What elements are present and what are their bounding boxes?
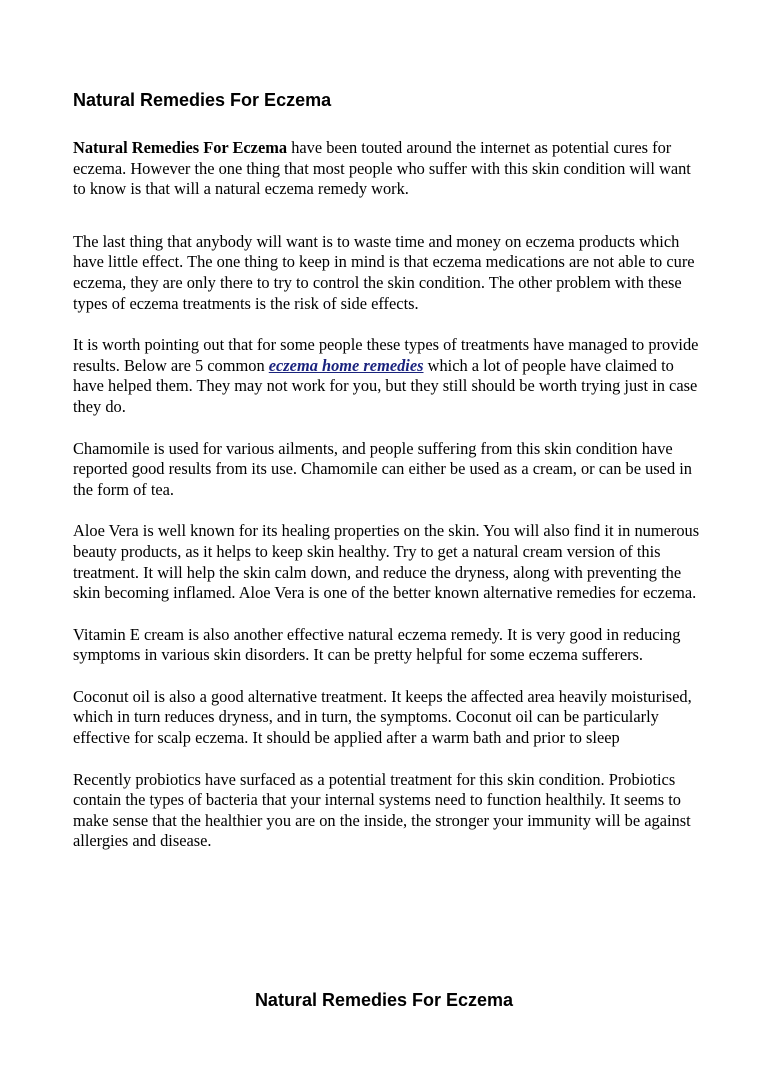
paragraph-coconut-oil: Coconut oil is also a good alternative treatment. It keeps the affected area heavily moisturised, which in turn reduces dryness, and in turn, the symptoms. Coconut oil can be particularly effective for scalp eczema. It should be applied after a warm bath and prior to sleep [73, 686, 692, 748]
paragraph-home-remedies-after: which a lot of people have claimed to have helped them. They may not work for you, but they still should be worth trying just in case they do. [73, 355, 698, 416]
intro-lead: Natural Remedies For Eczema [73, 138, 288, 157]
footer-title: Natural Remedies For Eczema [254, 990, 514, 1010]
eczema-home-remedies-link[interactable]: eczema home remedies [268, 355, 424, 375]
intro-paragraph [73, 138, 703, 200]
paragraph-side-effects: The last thing that anybody will want is to waste time and money on eczema products which have little effect. The one thing to keep in mind is that eczema medications are not able to cure eczema, they are only there to try to control the skin condition. The other problem with these types of eczema treatments is the risk of side effects. [73, 231, 695, 313]
page-title: Natural Remedies For Eczema [73, 90, 332, 110]
paragraph-vitamin-e: Vitamin E cream is also another effective natural eczema remedy. It is very good in reducing symptoms in various skin disorders. It can be pretty helpful for some eczema sufferers. [73, 624, 681, 665]
intro-text: have been touted around the internet as potential cures for eczema. However the one thing that most people who suffer with this skin condition will want to know is that will a natural eczema remedy work. [73, 138, 691, 199]
paragraph-probiotics: Recently probiotics have surfaced as a potential treatment for this skin condition. Probiotics contain the types of bacteria that your internal systems need to function healthily. It seems to make sense that the healthier you are on the inside, the stronger your immunity will be against allergies and disease. [73, 769, 691, 851]
paragraph-home-remedies [73, 335, 703, 417]
paragraph-aloe-vera: Aloe Vera is well known for its healing properties on the skin. You will also find it in numerous beauty products, as it helps to keep skin healthy. Try to get a natural cream version of this treatment. It will help the skin calm down, and reduce the dryness, along with preventing the skin becoming inflamed. Aloe Vera is one of the better known alternative remedies for eczema. [73, 521, 700, 603]
paragraph-home-remedies-before: It is worth pointing out that for some people these types of treatments have managed to provide results. Below are 5 common [73, 335, 699, 375]
paragraph-chamomile: Chamomile is used for various ailments, and people suffering from this skin condition have reported good results from its use. Chamomile can either be used as a cream, or can be used in the form of tea. [73, 438, 693, 499]
